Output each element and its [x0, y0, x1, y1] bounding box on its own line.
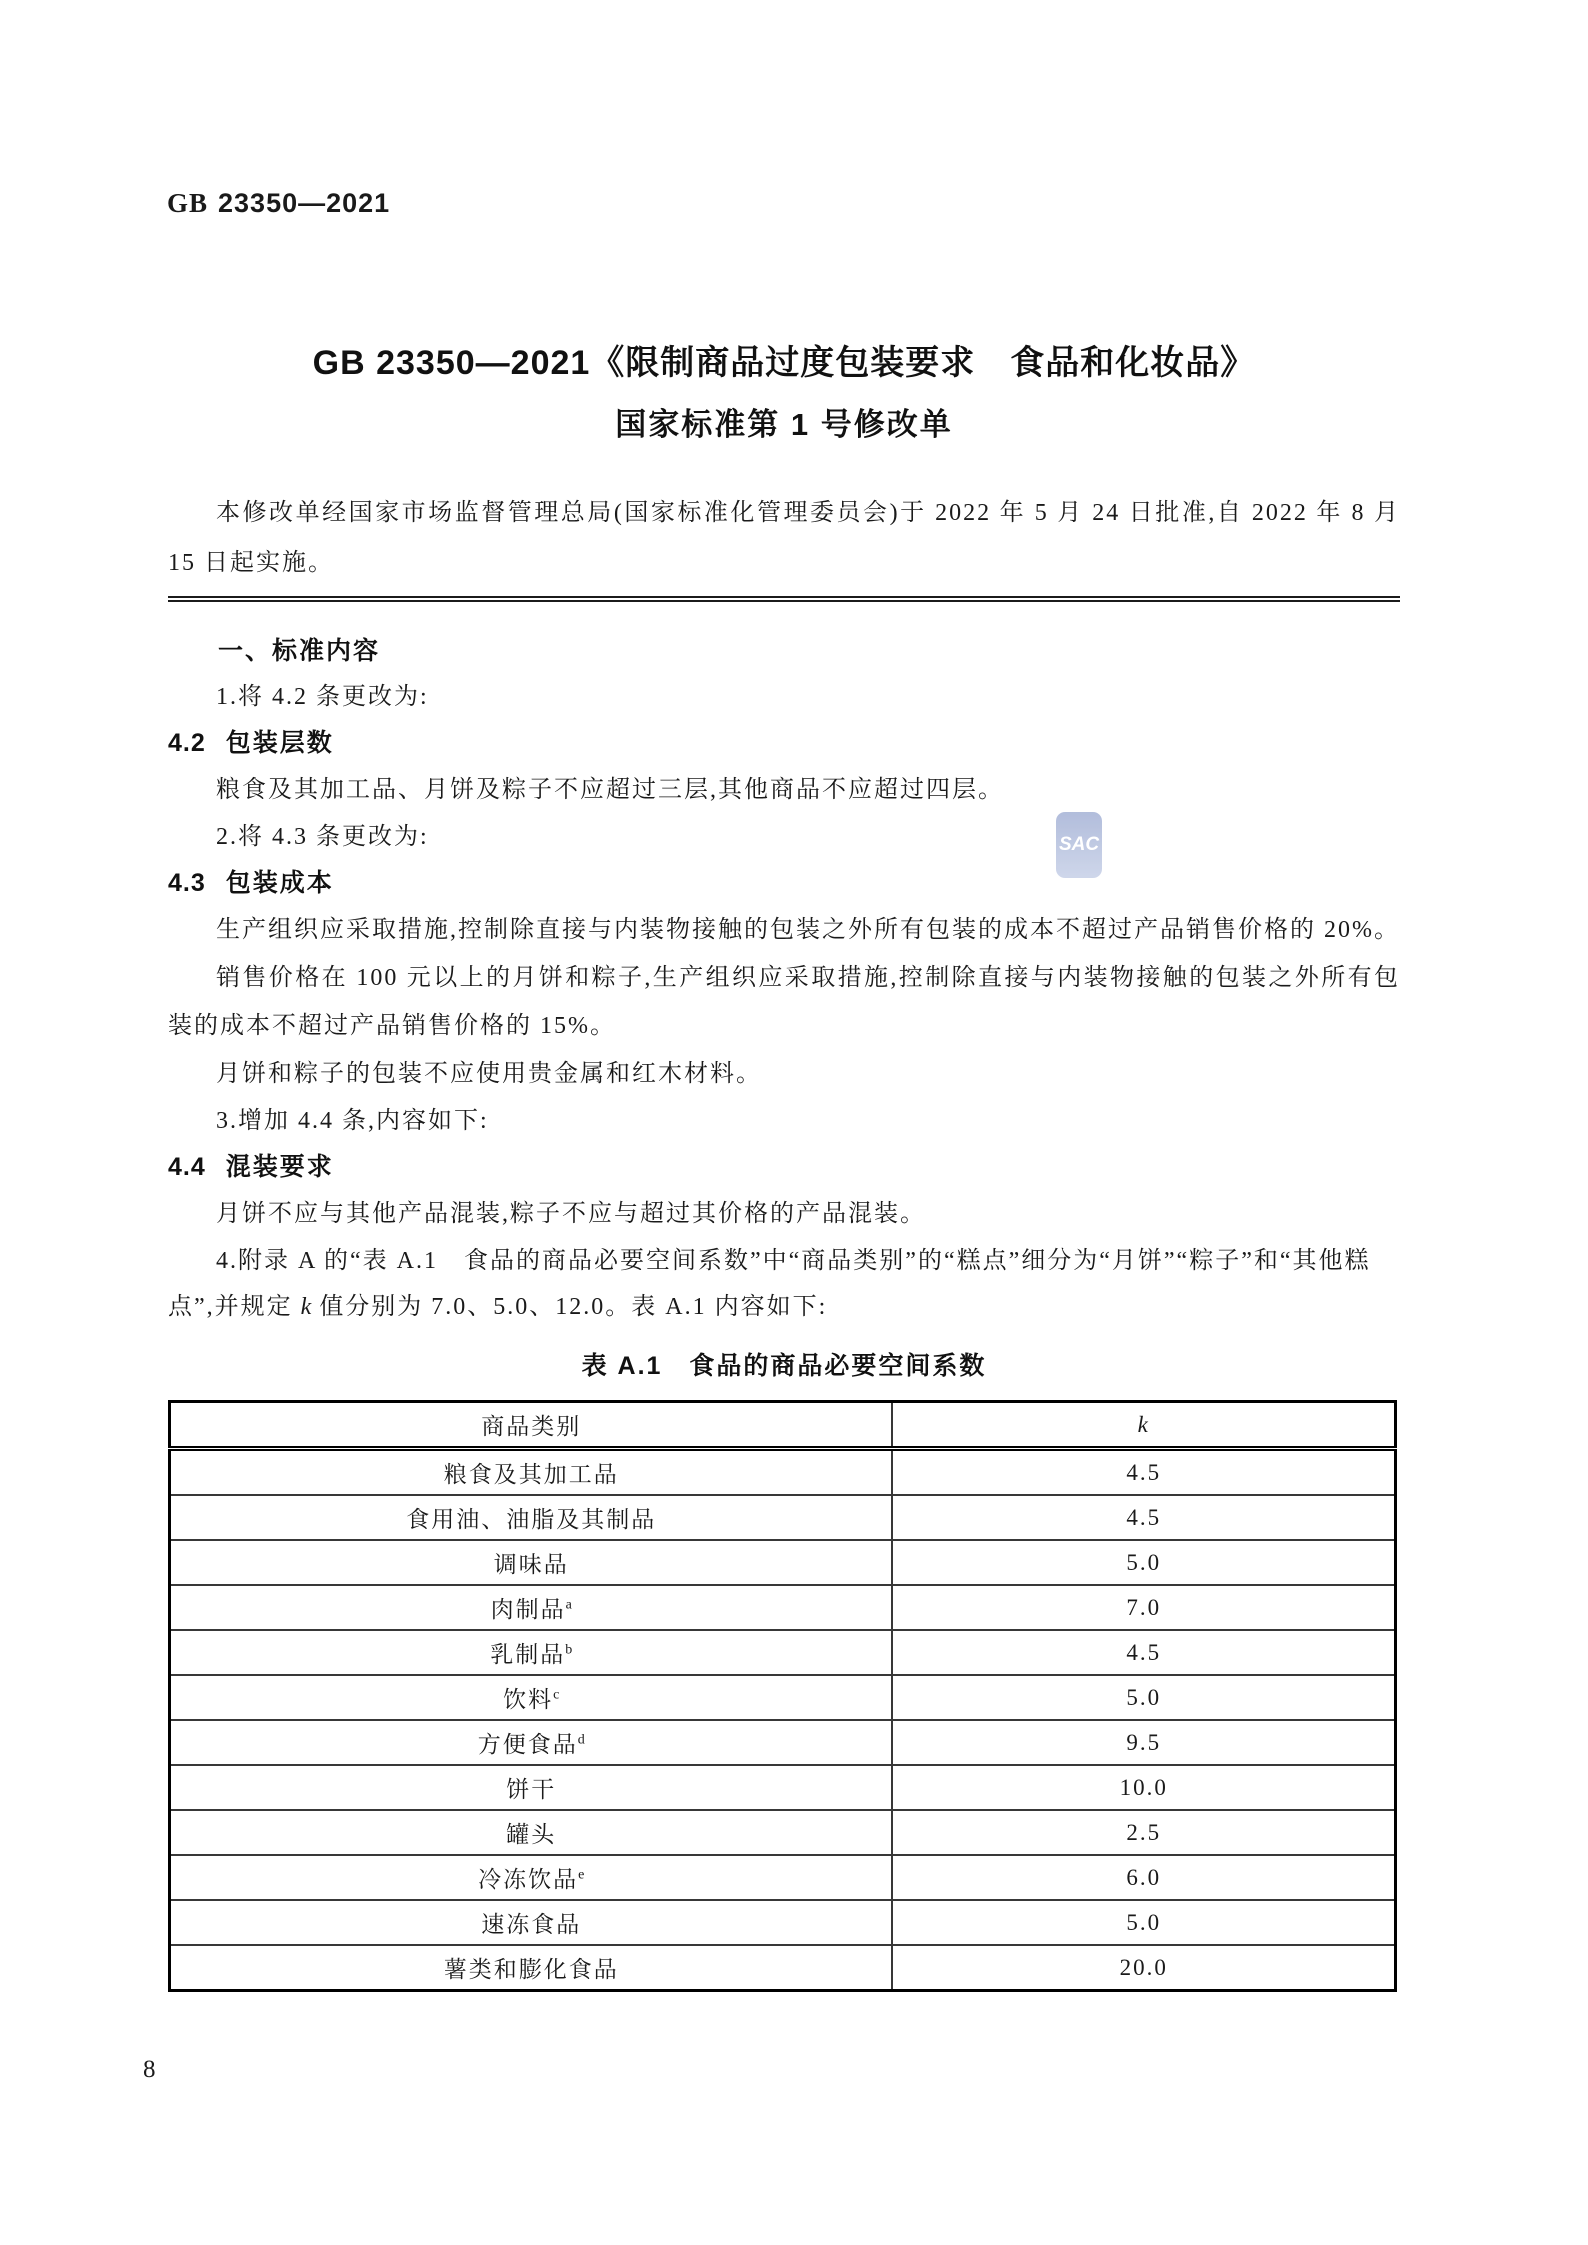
k-value-cell: 9.5: [892, 1720, 1395, 1765]
clause-4-4-body: 月饼不应与其他产品混装,粽子不应与超过其价格的产品混装。: [216, 1201, 926, 1227]
column-header-category: 商品类别: [170, 1402, 893, 1449]
table-row: [170, 1765, 1396, 1810]
sac-watermark-text: SAC: [1058, 834, 1100, 855]
column-header-k: k: [892, 1402, 1395, 1449]
k-value-cell: 20.0: [892, 1945, 1395, 1991]
footnote-marker: b: [565, 1642, 573, 1658]
category-label: 调味品: [493, 1552, 569, 1577]
category-label: 乳制品: [490, 1642, 566, 1667]
category-label: 冷冻饮品: [478, 1867, 579, 1892]
k-value-cell: 5.0: [892, 1675, 1395, 1720]
table-header-row: [170, 1402, 1396, 1449]
category-cell: [170, 1675, 893, 1720]
k-value-cell: 4.5: [892, 1449, 1395, 1496]
footnote-marker: c: [553, 1687, 560, 1703]
category-cell: [170, 1630, 893, 1675]
clause-4-2-number: 4.2: [168, 729, 206, 757]
k-value-cell: 6.0: [892, 1855, 1395, 1900]
footnote-marker: d: [577, 1732, 585, 1748]
document-title-line1: GB 23350—2021《限制商品过度包装要求 食品和化妆品》: [312, 344, 1256, 382]
category-label: 饮料: [503, 1687, 554, 1712]
item-4-text-pre: 4.附录 A 的“表 A.1 食品的商品必要空间系数”中“商品类别”的“糕点”细分为“月饼”“粽子”和“其他糕点”,并规定: [168, 1248, 1371, 1320]
document-body: [168, 0, 1400, 1992]
table-row: [170, 1810, 1396, 1855]
category-cell: [170, 1495, 893, 1540]
k-value-cell: 2.5: [892, 1810, 1395, 1855]
footnote-marker: a: [565, 1597, 572, 1613]
k-value-cell: 7.0: [892, 1585, 1395, 1630]
category-label: 肉制品: [490, 1597, 566, 1622]
category-cell: [170, 1765, 893, 1810]
section-heading: 一、标准内容: [218, 637, 381, 665]
table-row: [170, 1630, 1396, 1675]
item-4-k-variable: k: [300, 1294, 312, 1320]
category-cell: [170, 1900, 893, 1945]
footnote-marker: e: [578, 1867, 585, 1883]
clause-4-3-paragraph-1: 生产组织应采取措施,控制除直接与内装物接触的包装之外所有包装的成本不超过产品销售价格的 20%。: [216, 917, 1400, 943]
page-number: 8: [143, 2056, 156, 2083]
clause-4-2-heading: [168, 720, 1400, 766]
category-cell: [170, 1449, 893, 1496]
amendment-item-4: [168, 1238, 1400, 1330]
category-label: 薯类和膨化食品: [443, 1957, 619, 1982]
table-caption: 表 A.1 食品的商品必要空间系数: [581, 1352, 987, 1380]
k-value-cell: 10.0: [892, 1765, 1395, 1810]
amendment-item-2: 2.将 4.3 条更改为:: [216, 824, 429, 850]
clause-4-3-number: 4.3: [168, 869, 206, 897]
amendment-item-3: 3.增加 4.4 条,内容如下:: [216, 1108, 489, 1134]
k-value-cell: 5.0: [892, 1900, 1395, 1945]
approval-paragraph: 本修改单经国家市场监督管理总局(国家标准化管理委员会)于 2022 年 5 月 24 日批准,自 2022 年 8 月 15 日起实施。: [168, 500, 1400, 576]
clause-4-4-title: 混装要求: [225, 1153, 334, 1181]
clause-4-3-paragraph-3: 月饼和粽子的包装不应使用贵金属和红木材料。: [216, 1061, 762, 1087]
clause-4-4-number: 4.4: [168, 1153, 206, 1181]
clause-4-4-heading: [168, 1144, 1400, 1190]
table-row: [170, 1855, 1396, 1900]
category-label: 饼干: [506, 1777, 557, 1802]
category-cell: [170, 1855, 893, 1900]
table-row: [170, 1945, 1396, 1991]
clause-4-2-title: 包装层数: [225, 729, 334, 757]
category-label: 粮食及其加工品: [443, 1462, 619, 1487]
table-row: [170, 1495, 1396, 1540]
clause-4-3-heading: [168, 860, 1400, 906]
category-label: 食用油、油脂及其制品: [406, 1507, 657, 1532]
amendment-item-1: 1.将 4.2 条更改为:: [216, 684, 429, 710]
clause-4-3-paragraph-2: 销售价格在 100 元以上的月饼和粽子,生产组织应采取措施,控制除直接与内装物接触的包装之外所有包装的成本不超过产品销售价格的 15%。: [168, 965, 1400, 1039]
section-divider-rule: [168, 596, 1400, 602]
table-row: [170, 1900, 1396, 1945]
category-cell: [170, 1585, 893, 1630]
category-label: 方便食品: [477, 1732, 578, 1757]
table-row: [170, 1720, 1396, 1765]
clause-4-2-body: 粮食及其加工品、月饼及粽子不应超过三层,其他商品不应超过四层。: [216, 777, 1004, 803]
category-cell: [170, 1810, 893, 1855]
k-value-cell: 5.0: [892, 1540, 1395, 1585]
header-standard-code: GB: [167, 188, 209, 218]
clause-4-3-title: 包装成本: [225, 869, 334, 897]
category-cell: [170, 1720, 893, 1765]
category-cell: [170, 1945, 893, 1991]
document-title-line2: 国家标准第 1 号修改单: [615, 407, 953, 442]
table-row: [170, 1675, 1396, 1720]
k-value-cell: 4.5: [892, 1630, 1395, 1675]
k-value-cell: 4.5: [892, 1495, 1395, 1540]
item-4-text-post: 值分别为 7.0、5.0、12.0。表 A.1 内容如下:: [311, 1294, 828, 1320]
table-row: [170, 1585, 1396, 1630]
table-row: [170, 1540, 1396, 1585]
space-coefficient-table: [168, 1400, 1397, 1992]
category-label: 速冻食品: [481, 1912, 582, 1937]
category-label: 罐头: [506, 1822, 557, 1847]
category-cell: [170, 1540, 893, 1585]
header-standard-number: 23350—2021: [218, 188, 391, 218]
table-row: [170, 1449, 1396, 1496]
